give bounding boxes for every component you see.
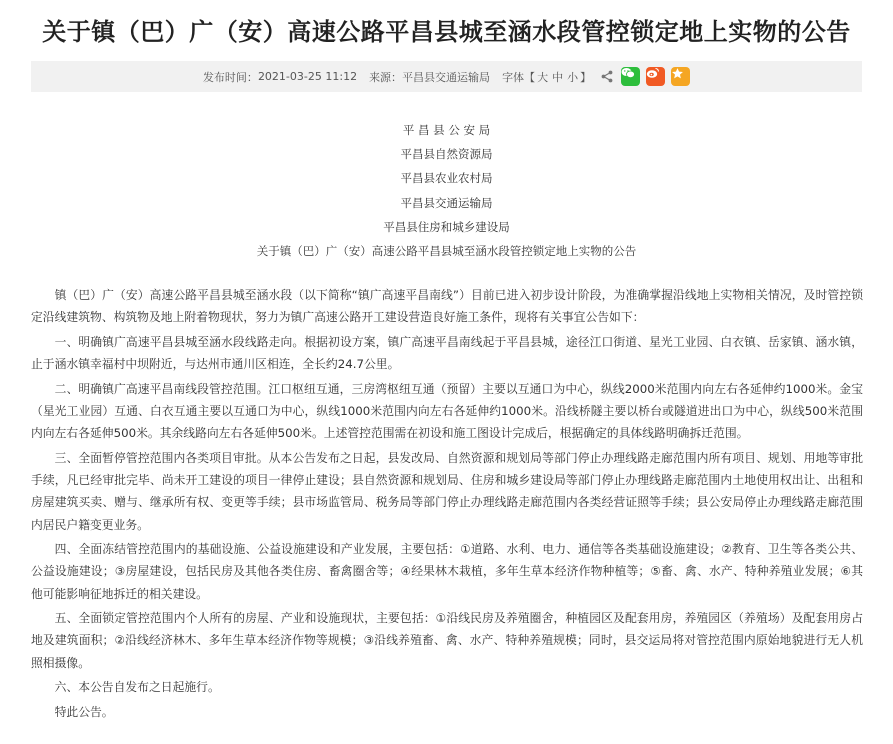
issuer-line: 平昌县农业农村局 xyxy=(400,171,493,186)
article-body xyxy=(31,284,863,725)
body-paragraph: 四、全面冻结管控范围内的基础设施、公益设施建设和产业发展，主要包括：①道路、水利、电力、通信等各类基础设施建设；②教育、卫生等各类公共、公益设施建设；③房屋建设，包括民房及其他各类住房、畜禽圈舍等；④经果林木栽植，多年生草本经济作物种植等；⑤畜、禽、水产、特种养殖业发展；⑥其他可能影响征地拆迁的相关建设。 xyxy=(31,542,863,601)
font-size-selector xyxy=(502,69,591,85)
body-paragraph: 六、本公告自发布之日起施行。 xyxy=(54,680,220,695)
article-title: 关于镇（巴）广（安）高速公路平昌县城至涵水段管控锁定地上实物的公告 xyxy=(42,18,851,46)
body-paragraph: 二、明确镇广高速平昌南线段管控范围。江口枢纽互通，三房湾枢纽互通（预留）主要以互通口为中心，纵线2000米范围内向左右各延伸约1000米。金宝（星光工业园）互通、白衣互通主要以互通口为中心，纵线1000米范围内向左右各延伸约1000米。沿线桥隧主要以桥台或隧道进出口为中心，纵线500米范围内向左右各延伸500米。其余线路向左右各延伸500米。上述管控范围需在初设和施工图设计完成后，根据确定的具体线路明确拆迁范围。 xyxy=(31,381,863,441)
issuer-line: 平昌县自然资源局 xyxy=(400,147,493,162)
font-size-bracket: 】 xyxy=(580,70,592,84)
subtitle: 关于镇（巴）广（安）高速公路平昌县城至涵水段管控锁定地上实物的公告 xyxy=(256,243,637,258)
font-size-medium-link[interactable]: 中 xyxy=(552,70,564,84)
weibo-icon[interactable] xyxy=(646,67,665,86)
body-paragraph: 一、明确镇广高速平昌县城至涵水段线路走向。根据初设方案，镇广高速平昌南线起于平昌县城，途径江口街道、星光工业园、白衣镇、岳家镇、涵水镇，止于涵水镇幸福村中坝附近，与达州市通川区相连，全长约24.7公里。 xyxy=(31,334,863,372)
font-size-small-link[interactable]: 小 xyxy=(567,70,579,84)
font-size-large-link[interactable]: 大 xyxy=(537,70,549,84)
issuer-line: 平 昌 县 公 安 局 xyxy=(402,123,491,137)
issuer-list xyxy=(0,118,893,263)
source: 平昌县交通运输局 xyxy=(402,70,491,84)
publish-time-label: 发布时间： xyxy=(202,70,258,84)
publish-time: 2021-03-25 11:12 xyxy=(257,70,358,83)
source-label: 来源： xyxy=(369,70,403,84)
meta-bar xyxy=(31,61,862,92)
issuer-line: 平昌县交通运输局 xyxy=(400,195,493,210)
font-size-label: 字体【 xyxy=(502,70,536,84)
issuer-line: 平昌县住房和城乡建设局 xyxy=(383,219,510,234)
body-paragraph: 五、全面锁定管控范围内个人所有的房屋、产业和设施现状，主要包括：①沿线民房及养殖圈舍，种植园区及配套用房，养殖园区（养殖场）及配套用房占地及建筑面积；②沿线经济林木、多年生草本经济作物等规模；③沿线养殖畜、禽、水产、特种养殖规模；同时，县交运局将对管控范围内原始地貌进行无人机照相摄像。 xyxy=(31,611,863,670)
star-icon[interactable] xyxy=(671,67,690,86)
share-icon[interactable] xyxy=(601,70,613,84)
intro-paragraph: 镇（巴）广（安）高速公路平昌县城至涵水段（以下简称“镇广高速平昌南线”）目前已进入初步设计阶段，为准确掌握沿线地上实物相关情况，及时管控锁定沿线建筑物、构筑物及地上附着物现状，努力为镇广高速公路开工建设营造良好施工条件，现将有关事宜公告如下： xyxy=(31,288,863,325)
closing-paragraph: 特此公告。 xyxy=(54,704,114,719)
body-paragraph: 三、全面暂停管控范围内各类项目审批。从本公告发布之日起，县发改局、自然资源和规划局等部门停止办理线路走廊范围内所有项目、规划、用地等审批手续，凡已经审批完毕、尚未开工建设的项目一律停止建设；县自然资源和规划局、住房和城乡建设局等部门停止办理线路走廊范围内土地使用权出让、出租和房屋建筑买卖、赠与、继承所有权、变更等手续；县市场监管局、税务局等部门停止办理线路走廊范围内各类经营证照等手续；县公安局停止办理线路走廊范围内居民户籍变更业务。 xyxy=(31,450,863,532)
wechat-icon[interactable] xyxy=(621,67,640,86)
